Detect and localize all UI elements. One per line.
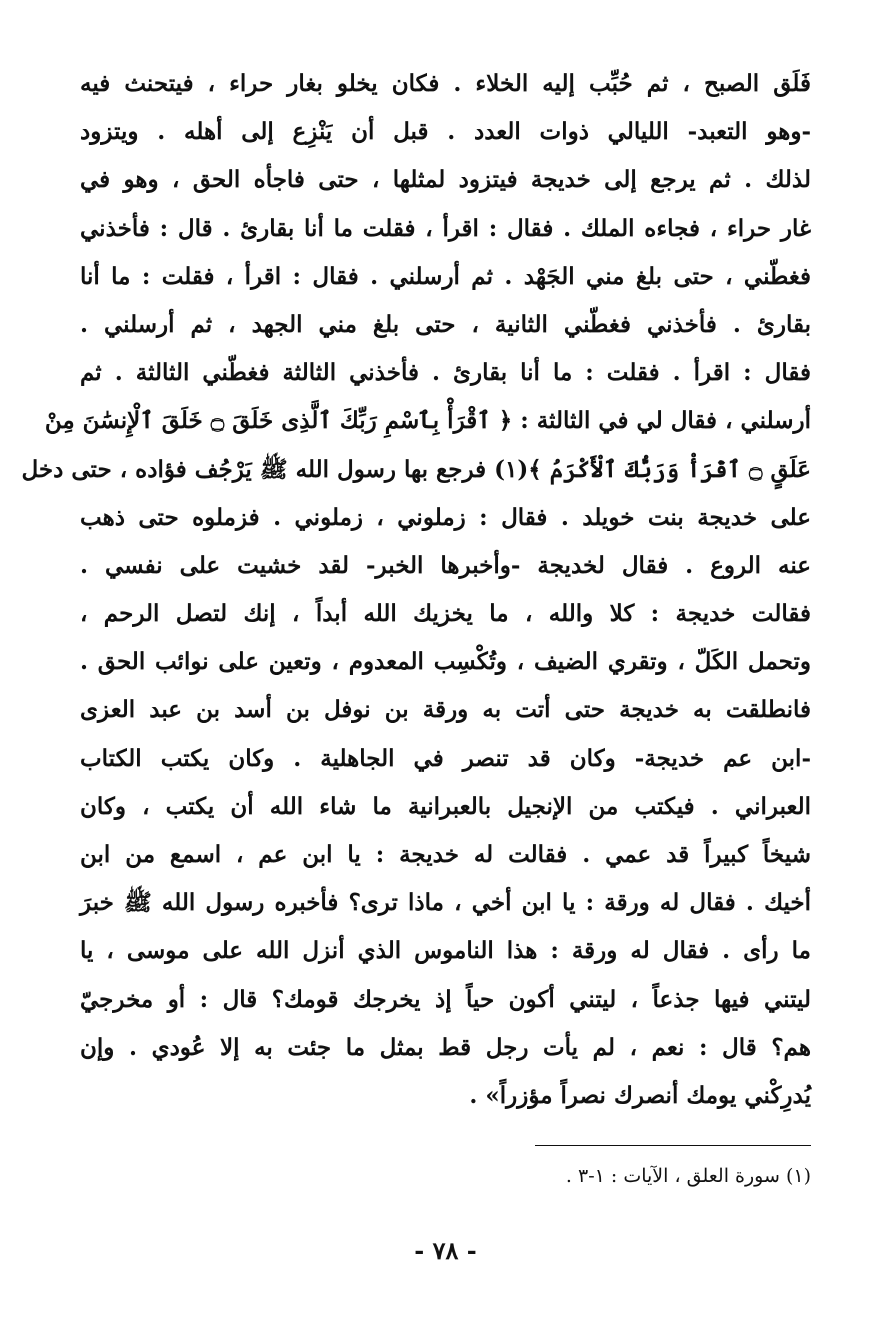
text-line-10: على خديجة بنت خويلد . فقال : زملوني ، زملوني . فزملوه حتى ذهب — [80, 503, 811, 531]
text-line-7: فقال : اقرأ . فقلت : ما أنا بقارئ . فأخذني الثالثة فغطّني الثالثة . ثم — [80, 359, 811, 387]
text-line-11: عنه الروع . فقال لخديجة -وأخبرها الخبر- لقد خشيت على نفسي . — [80, 551, 811, 579]
footnote: (١) سورة العلق ، الآيات : ١-٣ . — [565, 1165, 811, 1187]
text-line-5: فغطّني ، حتى بلغ مني الجَهْد . ثم أرسلني . فقال : اقرأ ، فقلت : ما أنا — [80, 262, 811, 290]
text-line-3: لذلك . ثم يرجع إلى خديجة فيتزود لمثلها ، حتى فاجأه الحق ، وهو في — [80, 166, 811, 194]
text-line-15: -ابن عم خديجة- وكان قد تنصر في الجاهلية . وكان يكتب الكتاب — [80, 744, 811, 772]
text-line-4: غار حراء ، فجاءه الملك . فقال : اقرأ ، فقلت ما أنا بقارئ . قال : فأخذني — [80, 214, 811, 242]
text-line-22: يُدرِكْني يومك أنصرك نصراً مؤزراً» . — [469, 1081, 811, 1109]
text-line-12: فقالت خديجة : كلا والله ، ما يخزيك الله أبداً ، إنك لتصل الرحم ، — [80, 600, 811, 628]
text-line-18: أخيك . فقال له ورقة : يا ابن أخي ، ماذا ترى؟ فأخبره رسول الله ﷺ خبرَ — [80, 889, 811, 917]
footnote-separator — [535, 1145, 811, 1146]
quran-verse-line-1: أرسلني ، فقال لي في الثالثة : ﴿ ٱقْرَأْ بِٱسْمِ رَبِّكَ ٱلَّذِى خَلَقَ ۝ خَلَقَ ٱلْإِنسَٰنَ مِنْ — [44, 407, 811, 435]
page-number: - ٧٨ - — [414, 1236, 477, 1265]
text-line-14: فانطلقت به خديجة حتى أتت به ورقة بن نوفل بن أسد بن عبد العزى — [80, 696, 811, 724]
text-line-16: العبراني . فيكتب من الإنجيل بالعبرانية ما شاء الله أن يكتب ، وكان — [80, 792, 811, 820]
text-line-6: بقارئ . فأخذني فغطّني الثانية ، حتى بلغ مني الجهد ، ثم أرسلني . — [80, 310, 811, 338]
body-text — [21, 60, 811, 1120]
text-line-13: وتحمل الكَلّ ، وتقري الضيف ، وتُكْسِب المعدوم ، وتعين على نوائب الحق . — [80, 648, 811, 676]
quran-verse-line-2: عَلَقٍ ۝ ٱقْرَأْ وَرَبُّكَ ٱلْأَكْرَمُ ﴾(١) فرجع بها رسول الله ﷺ يَرْجُف فؤاده ، حتى دخل — [21, 455, 811, 483]
text-line-21: هم؟ قال : نعم ، لم يأت رجل قط بمثل ما جئت به إلا عُودي . وإن — [80, 1033, 811, 1061]
text-line-17: شيخاً كبيراً قد عمي . فقالت له خديجة : يا ابن عم ، اسمع من ابن — [80, 841, 811, 868]
text-line-2: -وهو التعبد- الليالي ذوات العدد . قبل أن يَنْزِع إلى أهله . ويتزود — [80, 118, 811, 146]
text-line-20: ليتني فيها جذعاً ، ليتني أكون حياً إذ يخرجك قومك؟ قال : أو مخرجيّ — [80, 985, 811, 1013]
text-line-19: ما رأى . فقال له ورقة : هذا الناموس الذي أنزل الله على موسى ، يا — [80, 937, 811, 965]
text-line-1: فَلَق الصبح ، ثم حُبِّب إليه الخلاء . فكان يخلو بغار حراء ، فيتحنث فيه — [80, 70, 811, 97]
